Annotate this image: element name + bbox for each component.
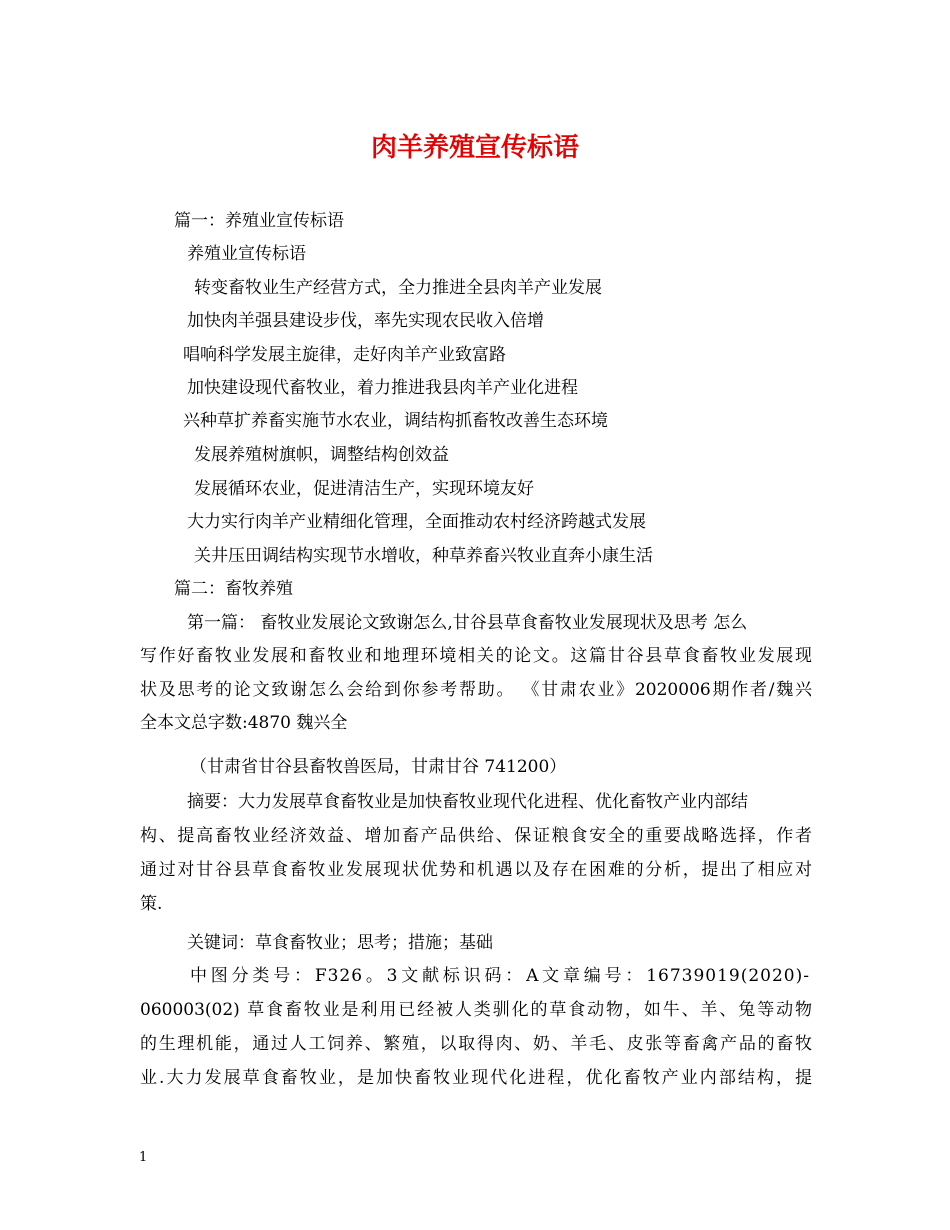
intro-line: 状及思考的论文致谢怎么会给到你参考帮助。 《甘肃农业》2020006期作者/魏兴 (140, 680, 812, 700)
slogan-line: 关井压田调结构实现节水增收，种草养畜兴牧业直奔小康生活 (194, 546, 653, 566)
intro-line: 第一篇： 畜牧业发展论文致谢怎么,甘谷县草食畜牧业发展现状及思考 怎么 (187, 613, 748, 633)
keywords: 关键词：草食畜牧业；思考；措施；基础 (187, 933, 493, 953)
slogan-line: 加快建设现代畜牧业，着力推进我县肉羊产业化进程 (187, 378, 578, 398)
slogan-line: 转变畜牧业生产经营方式，全力推进全县肉羊产业发展 (194, 278, 602, 298)
affiliation: （甘肃省甘谷县畜牧兽医局，甘肃甘谷 741200） (190, 757, 567, 777)
document-title: 肉羊养殖宣传标语 (370, 133, 579, 163)
body-line: 的生理机能，通过人工饲养、繁殖，以取得肉、奶、羊毛、皮张等畜禽产品的畜牧 (140, 1034, 812, 1054)
slogan-line: 加快肉羊强县建设步伐，率先实现农民收入倍增 (187, 311, 544, 331)
abstract-line: 通过对甘谷县草食畜牧业发展现状优势和机遇以及存在困难的分析，提出了相应对 (140, 860, 812, 880)
abstract-line: 摘要：大力发展草食畜牧业是加快畜牧业现代化进程、优化畜牧产业内部结 (187, 792, 748, 812)
section1-heading: 篇一：养殖业宣传标语 (174, 211, 344, 231)
page-number: 1 (139, 1150, 148, 1165)
slogan-line: 兴种草扩养畜实施节水农业，调结构抓畜牧改善生态环境 (183, 411, 608, 431)
intro-line: 写作好畜牧业发展和畜牧业和地理环境相关的论文。这篇甘谷县草食畜牧业发展现 (140, 646, 812, 666)
section1-subheading: 养殖业宣传标语 (187, 244, 306, 264)
slogan-line: 唱响科学发展主旋律，走好肉羊产业致富路 (183, 345, 506, 365)
body-line: 060003(02) 草食畜牧业是利用已经被人类驯化的草食动物，如牛、羊、兔等动物 (140, 1000, 812, 1020)
intro-line: 全本文总字数:4870 魏兴全 (140, 713, 348, 733)
slogan-line: 发展循环农业，促进清洁生产，实现环境友好 (194, 479, 534, 499)
abstract-line: 策. (140, 894, 163, 914)
section2-heading: 篇二：畜牧养殖 (174, 579, 293, 599)
slogan-line: 发展养殖树旗帜，调整结构创效益 (194, 445, 449, 465)
slogan-line: 大力实行肉羊产业精细化管理，全面推动农村经济跨越式发展 (187, 512, 646, 532)
body-line: 业.大力发展草食畜牧业，是加快畜牧业现代化进程，优化畜牧产业内部结构，提 (140, 1068, 812, 1088)
abstract-line: 构、提高畜牧业经济效益、增加畜产品供给、保证粮食安全的重要战略选择，作者 (140, 826, 812, 846)
body-line: 中图分类号：F326。3文献标识码：A文章编号：16739019(2020)- (190, 966, 810, 986)
